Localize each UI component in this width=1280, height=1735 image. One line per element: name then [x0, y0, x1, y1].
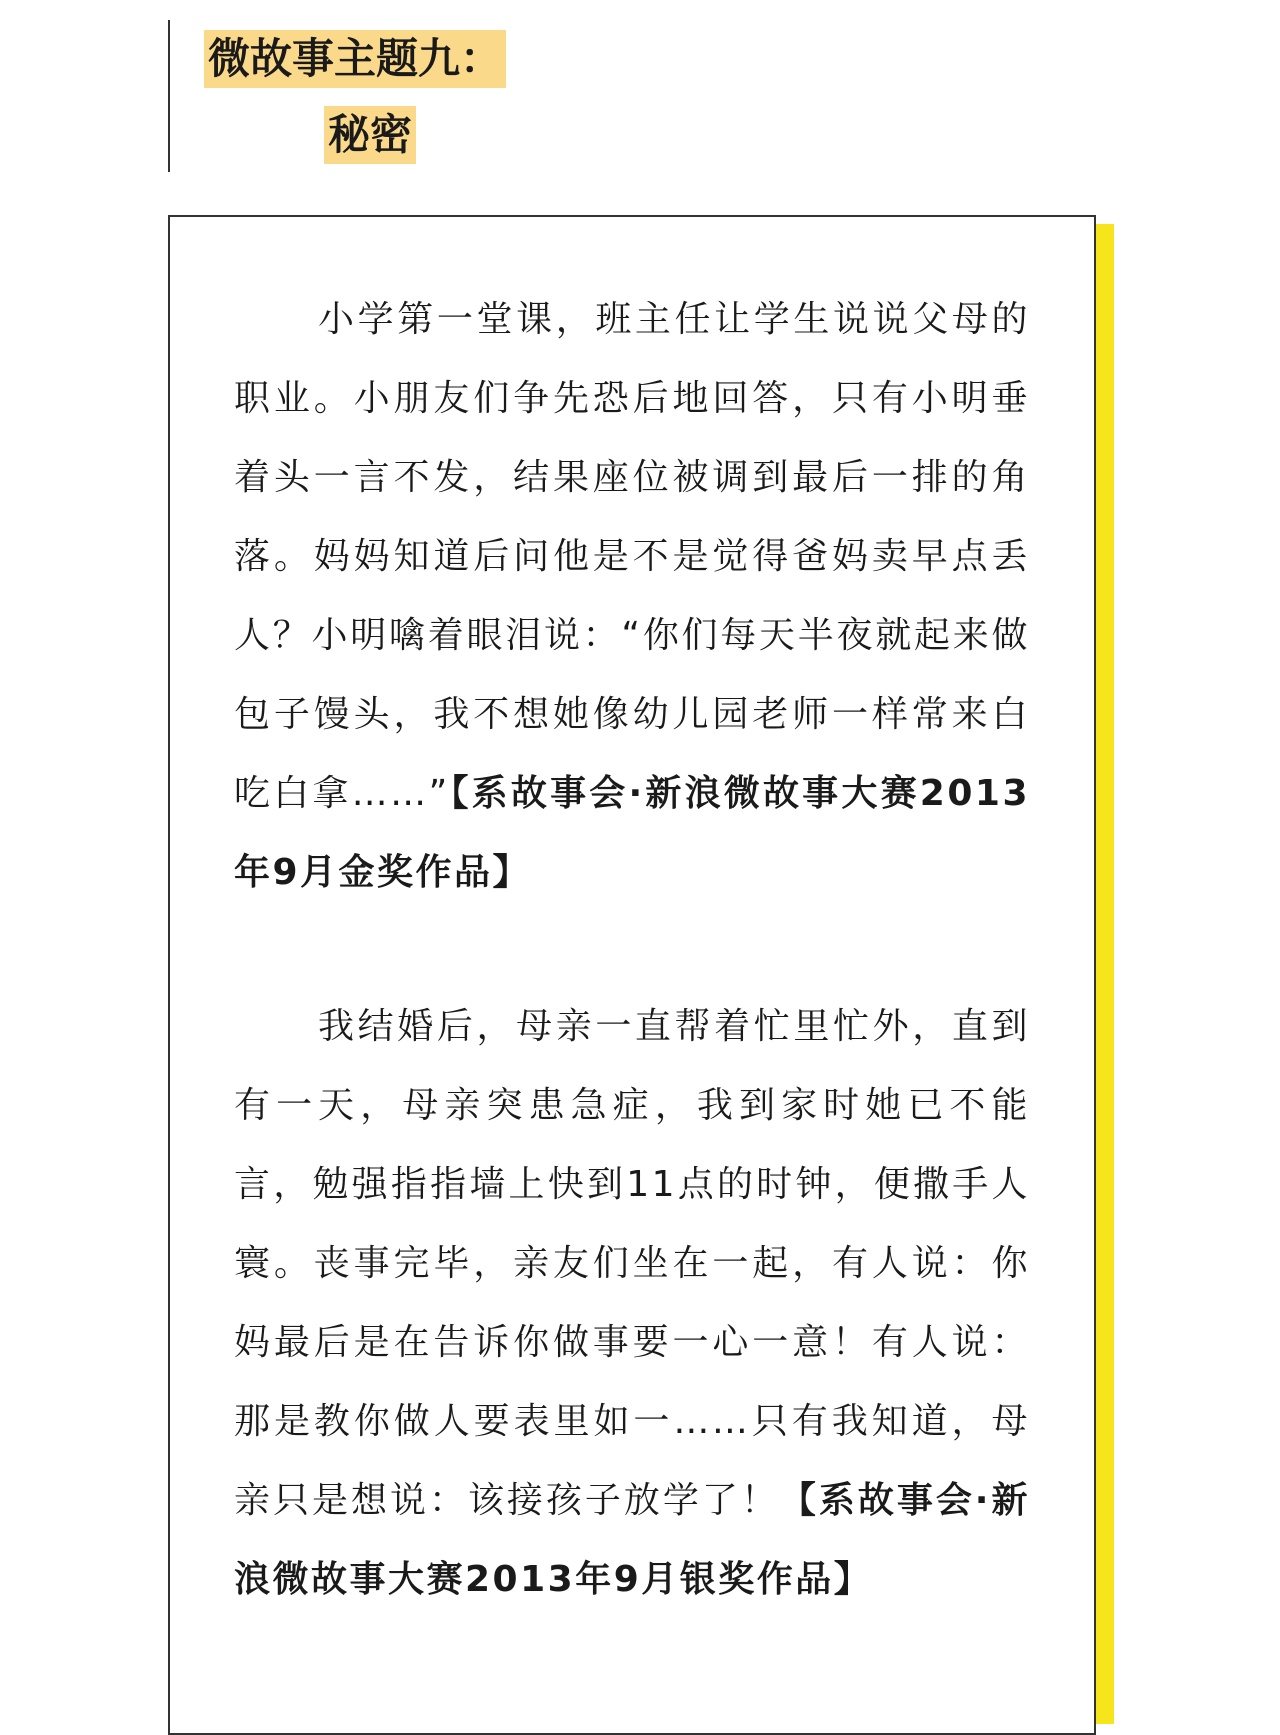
title-highlight: 微故事主题九：	[204, 30, 506, 88]
story-paragraph-2	[234, 987, 1030, 1619]
story-paragraph-1	[234, 280, 1030, 912]
award-note: 【系故事会·新浪微故事大赛2013年9月金奖作品】	[234, 773, 1030, 893]
story-text: 我结婚后，母亲一直帮着忙里忙外，直到有一天，母亲突患急症，我到家时她已不能言，勉强指指墙上快到11点的时钟，便撒手人寰。丧事完毕，亲友们坐在一起，有人说：你妈最后是在告诉你做事要一心一意！有人说：那是教你做人要表里如一……只有我知道，母亲只是想说：该接孩子放学了！	[234, 1006, 1030, 1521]
page-subtitle	[324, 106, 416, 164]
page-title	[204, 30, 506, 88]
header-divider	[168, 20, 170, 172]
story-text: 小学第一堂课，班主任让学生说说父母的职业。小朋友们争先恐后地回答，只有小明垂着头一言不发，结果座位被调到最后一排的角落。妈妈知道后问他是不是觉得爸妈卖早点丢人？小明噙着眼泪说：“你们每天半夜就起来做包子馒头，我不想她像幼儿园老师一样常来白吃白拿……”	[234, 299, 1030, 814]
subtitle-highlight: 秘密	[324, 106, 416, 164]
award-note: 【系故事会·新浪微故事大赛2013年9月银奖作品】	[234, 1480, 1030, 1600]
